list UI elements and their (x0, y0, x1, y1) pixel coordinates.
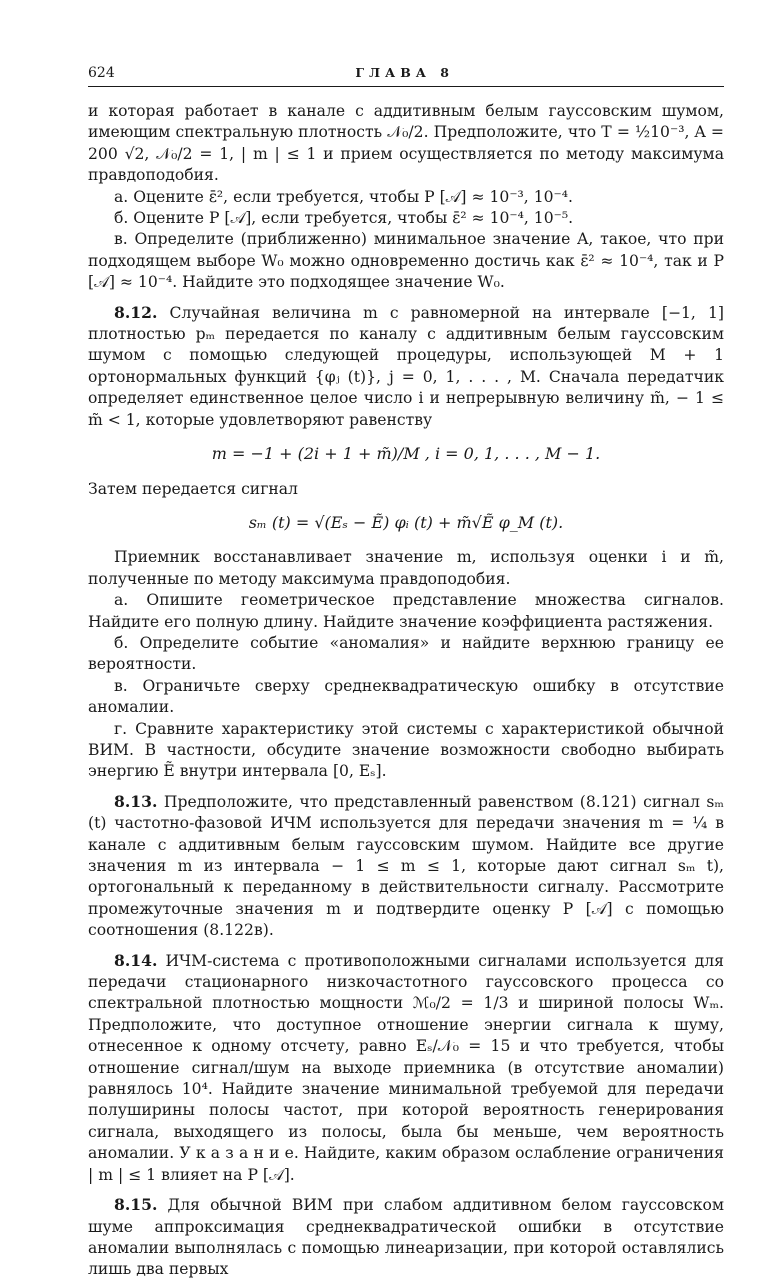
problem-number: 8.15. (114, 1195, 158, 1215)
problem-8-13 (88, 791, 724, 942)
intro-item-b: б. Оцените P [𝒜], если требуется, чтобы ε̄² ≈ 10⁻⁴, 10⁻⁵. (114, 209, 574, 228)
intro-paragraph: и которая работает в канале с аддитивным белым гауссовским шумом, имеющим спектральную плотность 𝒩₀/2. Предположите, что T = ½10⁻³, A = 200 √2, 𝒩₀/2 = 1, | m | ≤ 1 и прием осуществляется по методу максимума правдоподобия. (88, 102, 724, 185)
formula-signal: sₘ (t) = √(Eₛ − Ẽ) φᵢ (t) + m̃√Ẽ φ_M (t). (248, 512, 564, 532)
problem-text: Предположите, что представленный равенством (8.121) сигнал sₘ (t) частотно-фазовой ИЧМ используется для передачи значения m = ¼ в канале с аддитивным белым гауссовским шумом. Найдите все другие значения m из интервала − 1 ≤ m ≤ 1, которые дают сигнал sₘ t), ортогональный к переданному в действительности сигналу. Рассмотрите промежуточные значения m и подтвердите оценку P [𝒜] с помощью соотношения (8.122в). (88, 792, 724, 940)
problem-text: Для обычной ВИМ при слабом аддитивном белом гауссовском шуме аппроксимация среднеквадратической ошибки в отсутствие аномалии выполнялась с помощью линеаризации, при которой оставлялись лишь два первых (88, 1196, 724, 1279)
problem-number: 8.12. (114, 302, 158, 322)
problem-number: 8.13. (114, 791, 158, 811)
formula-m: m = −1 + (2i + 1 + m̃)/M , i = 0, 1, . . . , M − 1. (211, 444, 601, 464)
problem-8-12 (88, 302, 724, 431)
problem-number: 8.14. (114, 950, 158, 970)
problem-8-14 (88, 950, 724, 1186)
problem-8-15 (88, 1194, 724, 1281)
intro-item-c: в. Определите (приближенно) минимальное значение A, такое, что при подходящем выборе W₀ можно одновременно достичь как ε̄² ≈ 10⁻⁴, так и P [𝒜] ≈ 10⁻⁴. Найдите это подходящее значение W₀. (88, 230, 724, 292)
problem-8-12-item-b: б. Определите событие «аномалия» и найдите верхнюю границу ее вероятности. (88, 633, 724, 674)
problem-8-12-item-c: в. Ограничьте сверху среднеквадратическую ошибку в отсутствие аномалии. (88, 676, 724, 717)
problem-8-12-item-a: а. Опишите геометрическое представление множества сигналов. Найдите его полную длину. Найдите значение коэффициента растяжения. (88, 591, 724, 631)
page-header (88, 62, 724, 87)
page-number: 624 (88, 65, 115, 81)
then-text: Затем передается сигнал (88, 479, 298, 498)
problem-8-12-item-d: г. Сравните характеристику этой системы с характеристикой обычной ВИМ. В частности, обсудите значение возможности свободно выбирать энергию Ẽ внутри интервала [0, Eₛ]. (88, 719, 724, 781)
book-page (88, 62, 724, 1281)
problem-text: ИЧМ-система с противоположными сигналами используется для передачи стационарного низкочастотного гауссовского процесса со спектральной плотностью мощности ℳ₀/2 = 1/3 и шириной полосы Wₘ. Предположите, что доступное отношение энергии сигнала к шуму, отнесенное к одному отсчету, равно Eₛ/𝒩₀ = 15 и что требуется, чтобы отношение сигнал/шум на выходе приемника (в отсутствие аномалии) равнялось 10⁴. Найдите значение минимальной требуемой для передачи полуширины полосы частот, при которой вероятность генерирования сигнала, выходящего из полосы, была бы меньше, чем вероятность аномалии. У к а з а н и е. Найдите, каким образом ослабление ограничения | m | ≤ 1 влияет на P [𝒜]. (88, 951, 724, 1184)
chapter-title: ГЛАВА 8 (355, 65, 454, 80)
intro-item-a: а. Оцените ε̄², если требуется, чтобы P [𝒜] ≈ 10⁻³, 10⁻⁴. (114, 187, 573, 206)
receiver-text: Приемник восстанавливает значение m, используя оценки i и m̃, полученные по методу максимума правдоподобия. (88, 548, 724, 588)
problem-text: Случайная величина m с равномерной на интервале [−1, 1] плотностью pₘ передается по каналу с аддитивным белым гауссовским шумом с помощью следующей процедуры, использующей M + 1 ортонормальных функций {φⱼ (t)}, j = 0, 1, . . . , M. Сначала передатчик определяет единственное целое число i и непрерывную величину m̃, − 1 ≤ m̃ < 1, которые удовлетворяют равенству (88, 303, 724, 429)
